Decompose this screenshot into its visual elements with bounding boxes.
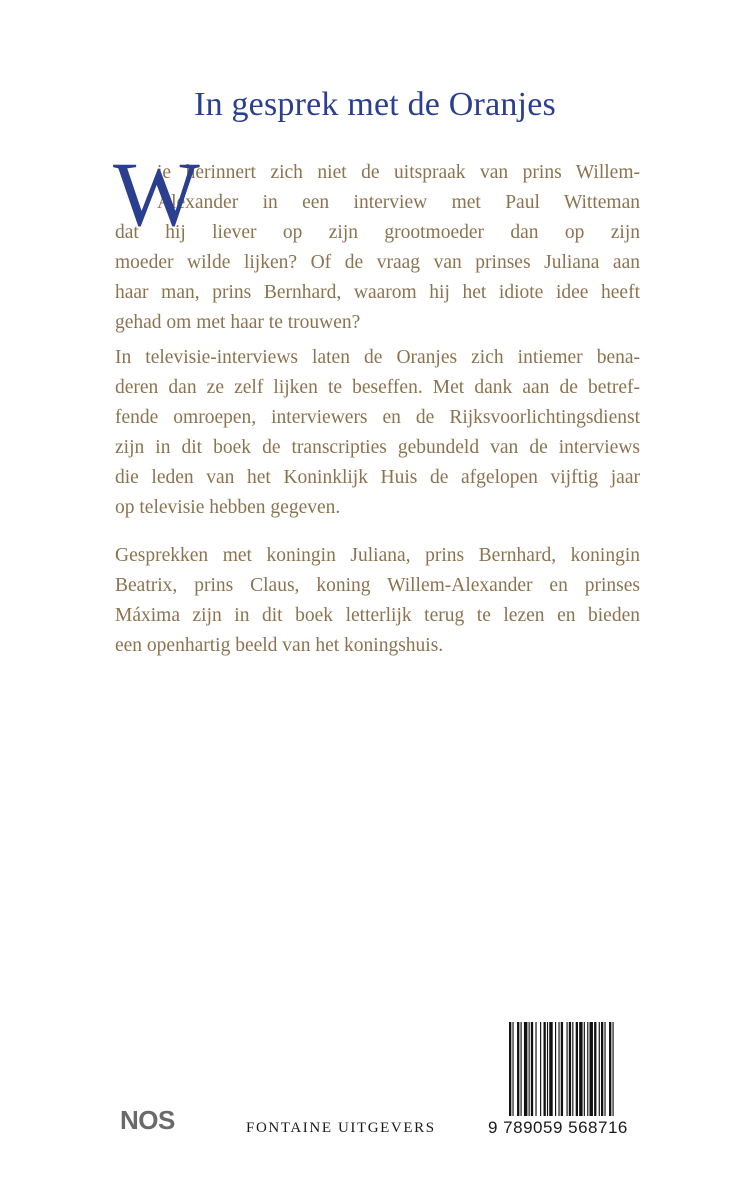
paragraph-line: fende omroepen, interviewers en de Rijksvoorlichtingsdienst: [115, 407, 640, 428]
paragraph-line: deren dan ze zelf lijken te beseffen. Met dank aan de betref-: [115, 377, 640, 398]
barcode-number: 9 789059 568716: [488, 1118, 628, 1137]
barcode-bar: [576, 1022, 578, 1116]
paragraph-line: Alexander in een interview met Paul Witteman: [157, 192, 640, 213]
barcode-bar: [544, 1022, 546, 1116]
barcode-bar: [509, 1022, 511, 1116]
barcode-bar: [531, 1022, 533, 1116]
paragraph-line: Máxima zijn in dit boek letterlijk terug te lezen en bieden: [115, 605, 640, 626]
paragraph-line: op televisie hebben gegeven.: [115, 497, 341, 518]
paragraph-line: ie herinnert zich niet de uitspraak van prins Willem-: [157, 162, 640, 183]
barcode-bar: [594, 1022, 596, 1116]
dropcap-letter: W: [113, 143, 200, 245]
paragraph-line: een openhartig beeld van het koningshuis.: [115, 635, 444, 656]
barcode-bar: [561, 1022, 563, 1116]
barcode-bar: [558, 1022, 559, 1116]
barcode-bar: [549, 1022, 552, 1116]
paragraph-intro: [113, 143, 640, 338]
barcode-bar: [601, 1022, 603, 1116]
barcode-bar: [587, 1022, 588, 1116]
publisher-name: FONTAINE UITGEVERS: [246, 1120, 436, 1136]
barcode-bar: [555, 1022, 556, 1116]
isbn-barcode: [508, 1022, 640, 1132]
barcode-bar: [529, 1022, 530, 1116]
paragraph-line: gehad om met haar te trouwen?: [115, 312, 361, 333]
barcode-bar: [609, 1022, 611, 1116]
barcode-bar: [584, 1022, 585, 1116]
paragraph-interviews: [115, 343, 640, 523]
barcode-bar: [590, 1022, 593, 1116]
barcode-bar: [512, 1022, 513, 1116]
barcode-bar: [613, 1022, 614, 1116]
paragraph-line: In televisie-interviews laten de Oranjes zich intiemer bena-: [115, 347, 640, 368]
barcode-bar: [599, 1022, 600, 1116]
barcode-bar: [521, 1022, 522, 1116]
book-title: In gesprek met de Oranjes: [194, 86, 556, 123]
barcode-bar: [547, 1022, 548, 1116]
barcode-bar: [572, 1022, 573, 1116]
barcode-bar: [579, 1022, 582, 1116]
barcode-bars-icon: [508, 1022, 640, 1116]
paragraph-line: moeder wilde lijken? Of de vraag van prinses Juliana aan: [115, 252, 640, 273]
barcode-bar: [517, 1022, 519, 1116]
paragraph-line: Beatrix, prins Claus, koning Willem-Alexander en prinses: [115, 575, 640, 596]
paragraph-conversations: [115, 541, 640, 661]
barcode-bar: [567, 1022, 568, 1116]
paragraph-line: die leden van het Koninklijk Huis de afgelopen vijftig jaar: [115, 467, 640, 488]
barcode-bar: [535, 1022, 536, 1116]
barcode-bar: [604, 1022, 605, 1116]
barcode-bar: [569, 1022, 571, 1116]
nos-logo: NOS: [120, 1105, 175, 1135]
barcode-bar: [524, 1022, 527, 1116]
paragraph-line: Gesprekken met koningin Juliana, prins Bernhard, koningin: [115, 545, 640, 566]
paragraph-line: dat hij liever op zijn grootmoeder dan op zijn: [115, 222, 640, 243]
barcode-bar: [540, 1022, 541, 1116]
paragraph-line: haar man, prins Bernhard, waarom hij het idiote idee heeft: [115, 282, 640, 303]
paragraph-line: zijn in dit boek de transcripties gebundeld van de interviews: [115, 437, 640, 458]
